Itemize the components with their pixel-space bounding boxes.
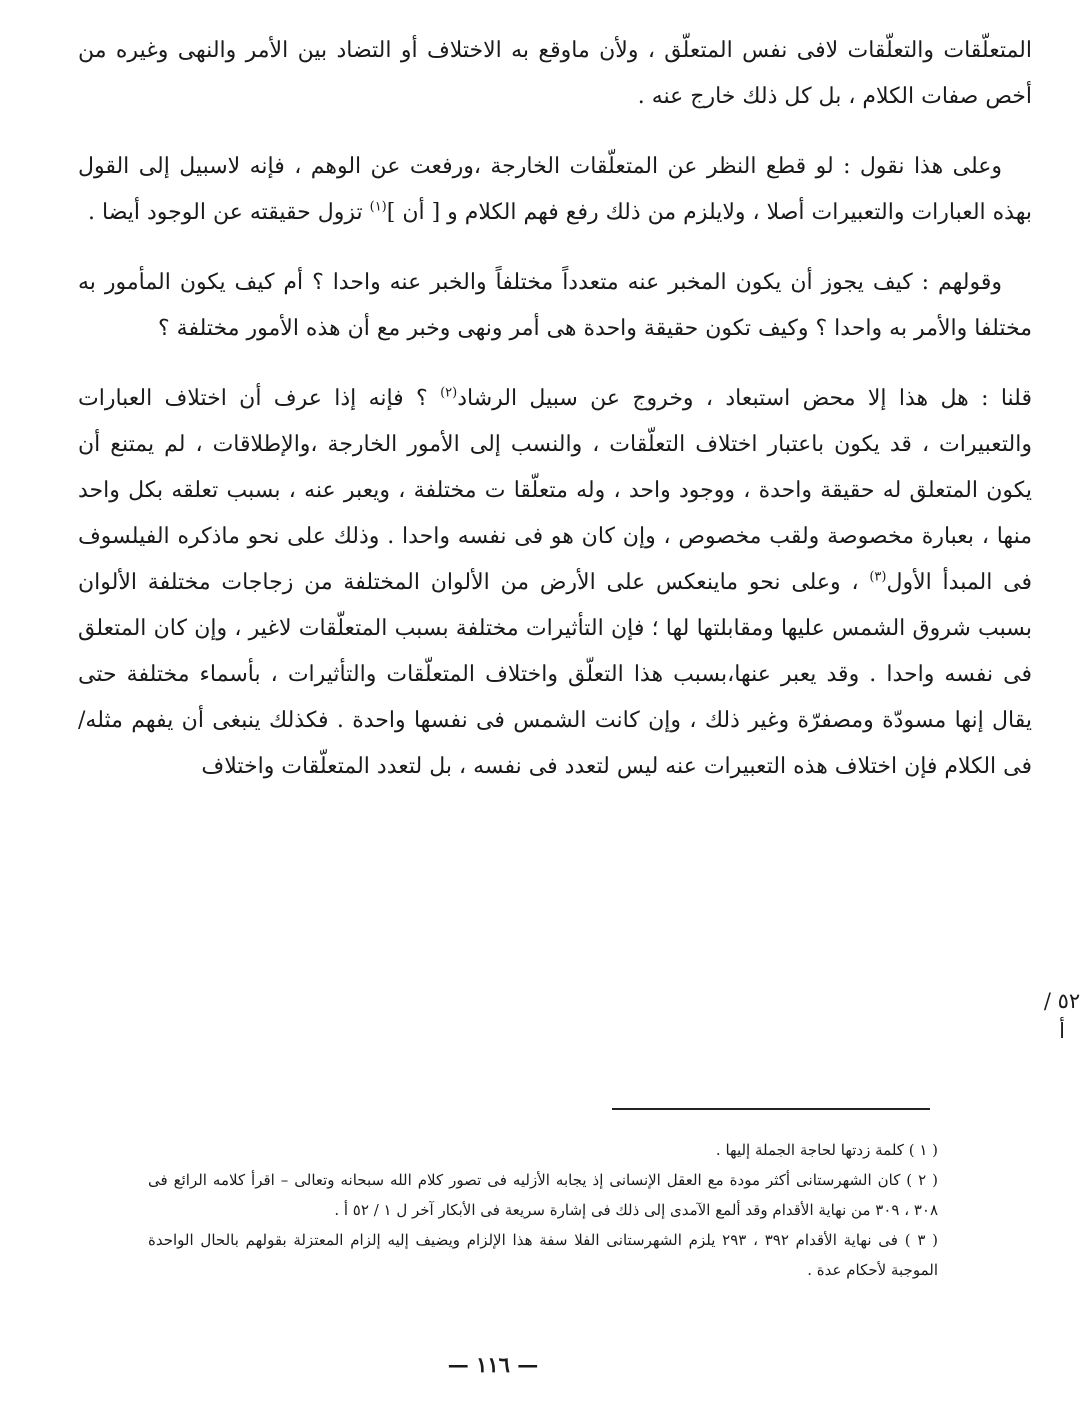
footnotes	[148, 1135, 938, 1285]
paragraph-2-text-a: وعلى هذا نقول : لو قطع النظر عن المتعلّقات الخارجة ،ورفعت عن الوهم ، فإنه لاسبيل إلى القول بهذه العبارات والتعبيرات أصلا ، ولايلزم من ذلك رفع فهم الكلام و [ أن ]	[78, 154, 1032, 225]
manuscript-folio-note: ٥٢ / أ	[1043, 989, 1081, 1043]
page-number: — ١١٦ —	[447, 1352, 539, 1377]
paragraph-4-text-c: ، وعلى نحو ماينعكس على الأرض من الألوان المختلفة من زجاجات مختلفة الألوان بسبب شروق الشمس عليها ومقابلتها لها ؛ فإن التأثيرات مختلفة بسبب المتعلّقات لاغير ، وإن كان المتعلق فى نفسه واحدا . وقد يعبر عنها،بسبب هذا التعلّق واختلاف المتعلّقات والتأثيرات ، بأسماء مختلفة حتى يقال إنها مسودّة ومصفرّة وغير ذلك ، وإن كانت الشمس فى نفسها واحدة . فكذلك ينبغى أن يفهم مثله/فى الكلام فإن اختلاف هذه التعبيرات عنه ليس لتعدد فى نفسه ، بل لتعدد المتعلّقات واختلاف	[78, 570, 1033, 779]
footnote-ref-2: (٢)	[440, 385, 458, 401]
footnote-2: ( ٢ ) كان الشهرستانى أكثر مودة مع العقل الإنسانى إذ يجابه الأزليه فى تصور كلام الله سبحانه وتعالى – اقرأ كلامه الرائع فى ٣٠٨ ، ٣٠٩ من نهاية الأقدام وقد ألمع الآمدى إلى ذلك فى إشارة سريعة فى الأبكار آخر ل ١ / ٥٢ أ .	[148, 1171, 938, 1219]
paragraph-4-text-b: ؟ فإنه إذا عرف أن اختلاف العبارات والتعبيرات ، قد يكون باعتبار اختلاف التعلّقات ، والنسب إلى الأمور الخارجة ،والإطلاقات ، لم يمتنع أن يكون المتعلق له حقيقة واحدة ، ووجود واحد ، وله متعلّقا ت مختلفة ، ويعبر عنه ، بسبب تعلقه بكل واحد منها ، بعبارة مخصوصة ولقب مخصوص ، وإن كان هو فى نفسه واحدا . وذلك على نحو ماذكره الفيلسوف فى المبدأ الأول	[78, 386, 1032, 595]
footnote-3: ( ٣ ) فى نهاية الأقدام ٣٩٢ ، ٢٩٣ يلزم الشهرستانى الفلا سفة هذا الإلزام ويضيف إليه إلزام المعتزلة بقولهم بالحال الواحدة الموجبة لأحكام عدة .	[148, 1231, 938, 1279]
paragraph-1: المتعلّقات والتعلّقات لافى نفس المتعلّق ، ولأن ماوقع به الاختلاف أو التضاد بين الأمر والنهى وغيره من أخص صفات الكلام ، بل كل ذلك خارج عنه .	[78, 38, 1032, 109]
footnote-divider	[612, 1108, 930, 1110]
paragraph-3: وقولهم : كيف يجوز أن يكون المخبر عنه متعدداً مختلفاً والخبر عنه واحدا ؟ أم كيف يكون المأمور به مختلفا والأمر به واحدا ؟ وكيف تكون حقيقة واحدة هى أمر ونهى وخبر مع أن هذه الأمور مختلفة ؟	[78, 270, 1032, 341]
paragraph-2	[78, 144, 1032, 236]
main-text	[78, 28, 1032, 790]
paragraph-2-text-b: تزول حقيقته عن الوجود أيضا .	[88, 200, 370, 225]
paragraph-4-text-a: قلنا : هل هذا إلا محض استبعاد ، وخروج عن سبيل الرشاد	[457, 386, 1032, 411]
footnote-1: ( ١ ) كلمة زدتها لحاجة الجملة إليها .	[715, 1141, 938, 1159]
paragraph-4	[78, 376, 1032, 790]
footnote-ref-3: (٣)	[869, 569, 887, 585]
footnote-ref-1: (١)	[369, 199, 387, 215]
